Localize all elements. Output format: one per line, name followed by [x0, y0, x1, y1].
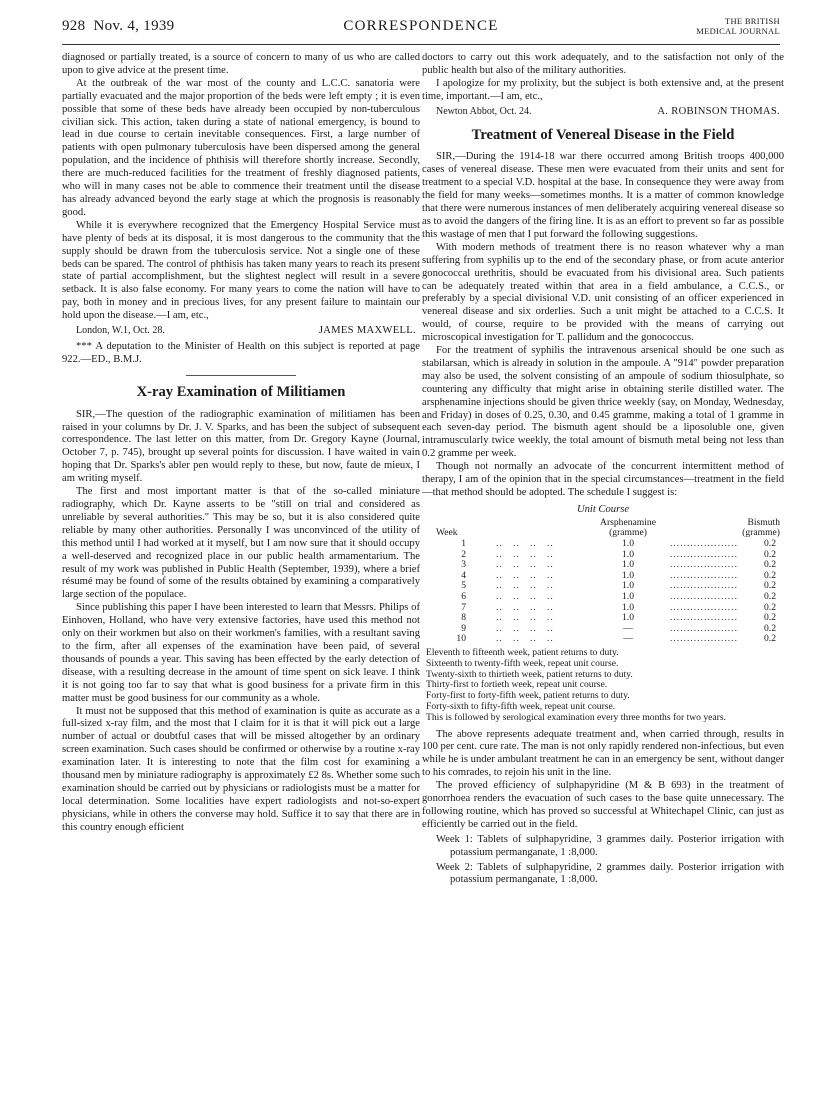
leader: .................... — [670, 548, 738, 560]
arsphenamine-cell: 1.0 — [622, 538, 634, 549]
bismuth-cell: 0.2 — [764, 633, 776, 645]
bismuth-cell: 0.2 — [764, 580, 776, 592]
leader: .................... — [670, 622, 738, 634]
bismuth-cell: 0.2 — [764, 601, 776, 613]
arsphenamine-cell: 1.0 — [622, 580, 634, 592]
article-heading: X-ray Examination of Militiamen — [136, 383, 346, 400]
week-cell: 2 — [461, 548, 466, 560]
arsphenamine-cell: 1.0 — [622, 612, 634, 624]
week-cell: 7 — [461, 601, 466, 613]
leader: .. .. .. .. — [496, 548, 554, 560]
leader: .................... — [670, 580, 738, 592]
leader: .. .. .. .. — [496, 622, 554, 634]
leader: .................... — [670, 612, 738, 624]
table-row — [422, 634, 784, 645]
arsphenamine-cell: — — [623, 622, 633, 634]
leader: .................... — [670, 559, 738, 571]
bismuth-cell: 0.2 — [764, 612, 776, 624]
editor-note: *** A deputation to the Minister of Health on this subject is reported at page 922.—ED., B.M.J. — [62, 340, 420, 365]
course-note: Sixteenth to twenty-fifth week, repeat unit course. — [426, 657, 619, 669]
paragraph: While it is everywhere recognized that the Emergency Hospital Service must have plenty of beds at its disposal, it is most dangerous to the community that the supply should be drawn from the tuberculosis service. Not a single one of these beds can be spared. The control of phthisis has taken many years to reach its present state of partial accomplishment, but the slightest neglect will result in a severe setback. It is also false economy. For many years to come the nation will have to pay, both in money and in precious lives, for any present failure to maintain our hold upon the disease.—I am, etc., — [62, 219, 420, 322]
leader: .................... — [670, 590, 738, 602]
paragraph: Though not normally an advocate of the concurrent intermittent method of therapy, I am of the opinion that in the special circumstances—treatment in the field—that method should be adopted. The schedule I suggest is: — [422, 461, 784, 498]
week-cell: 1 — [461, 538, 466, 549]
col-week: Week — [436, 527, 458, 539]
leader: .. .. .. .. — [496, 580, 554, 592]
article-heading: Treatment of Venereal Disease in the Field — [471, 126, 735, 143]
arsphenamine-cell: 1.0 — [622, 601, 634, 613]
week-cell: 9 — [461, 622, 466, 634]
arsphenamine-cell: 1.0 — [622, 590, 634, 602]
course-notes — [422, 648, 784, 724]
week-cell: 8 — [461, 612, 466, 624]
signature-name: JAMES MAXWELL. — [318, 325, 416, 337]
bismuth-cell: 0.2 — [764, 559, 776, 571]
table-row — [422, 592, 784, 603]
table-row — [422, 539, 784, 550]
paragraph: With modern methods of treatment there is no reason whatever why a man suffering from syphilis up to the end of the secondary phase, or from acute anterior gonococcal urethritis, should be evacuated from his divisional area. Such patients can be adequately treated within that area in a field ambulance, a C.C.S., or preferably by a special divisional V.D. unit consisting of an officer experienced in venereal disease and six orderlies. Such a unit might be attached to a C.C.S. It would, of course, require to be provided with the means of carrying out microscopical investigation for T. pallidum and the gonococcus. — [422, 241, 784, 344]
bismuth-cell: 0.2 — [764, 548, 776, 560]
paragraph: diagnosed or partially treated, is a source of concern to many of us who are called upon to give advice at the present time. — [62, 52, 420, 76]
course-note: This is followed by serological examination every three months for two years. — [426, 711, 726, 723]
bismuth-cell: 0.2 — [764, 622, 776, 634]
course-note: Thirty-first to fortieth week, repeat unit course. — [426, 679, 608, 691]
leader: .................... — [670, 569, 738, 581]
paragraph: SIR,—During the 1914-18 war there occurred among British troops 400,000 cases of venereal disease. These men were evacuated from their units and sent for treatment to a special V.D. hospital at the base. In consequence they were away from the field for many weeks—sometimes months. It is a matter of common knowledge that there were numerous instances of men deliberately acquiring venereal disease so as to avoid the dangers of the firing line. It is as an effort to prevent so far as possible this wastage of men that I put forward the following suggestions. — [422, 151, 784, 240]
bismuth-cell: 0.2 — [764, 569, 776, 581]
signature-name: A. ROBINSON THOMAS. — [657, 105, 780, 117]
week-1-routine: Week 1: Tablets of sulphapyridine, 3 grammes daily. Posterior irrigation with potassium permanganate, 1 :8,000. — [436, 833, 784, 858]
paragraph: The above represents adequate treatment and, when carried through, results in 100 per cent. cure rate. The man is not only rapidly rendered non-infectious, but even while he is under ambulant treatment he can in an emergency be sent, without danger to his comrades, to rejoin his unit in the line. — [422, 728, 784, 779]
col-arsphenamine: Arsphenamine (gramme) — [600, 516, 656, 539]
paragraph: At the outbreak of the war most of the county and L.C.C. sanatoria were partially evacuated and the major proportion of the beds were left empty ; it is even possible that some of these beds have already been occupied by non-tuberculous civilian sick. This action, taken during a state of national emergency, is bound to lead in due course to certain inevitable consequences. First, a large number of patients with open pulmonary tuberculosis have been dispersed among the general population, and the incidence of phthisis will therefore shortly increase. Secondly, there are much-reduced facilities for the treatment of freshly diagnosed patients, who will in many cases not be able to commence their treatment until the disease has already advanced beyond the early stage at which the prognosis is reasonably good. — [62, 77, 420, 218]
leader: .. .. .. .. — [496, 538, 554, 549]
leader: .. .. .. .. — [496, 569, 554, 581]
running-header — [62, 14, 780, 45]
course-table — [422, 518, 784, 645]
signature — [62, 325, 420, 338]
paragraph: It must not be supposed that this method of examination is quite as accurate as a full-sized x-ray film, and the most that I claim for it is that it will pick out a large number of actual or doubtful cases that will be missed altogether by an ordinary screen examination. Such cases should be confirmed or otherwise by a routine x-ray examination later. It is interesting to note that the film cost for examining a thousand men by miniature radiography is approximately £2 8s. Whether some such examination should be carried out by physicians or radiologists must be a matter for local determination. Some localities have expert radiologists and not-so-expert physicians, while in others the converse may hold. Suffice it to say that there are in this country enough efficient — [62, 705, 420, 833]
left-column — [62, 52, 420, 835]
week-cell: 5 — [461, 580, 466, 592]
issue-date: Nov. 4, 1939 — [93, 18, 175, 34]
arsphenamine-cell: 1.0 — [622, 559, 634, 571]
arsphenamine-cell: 1.0 — [622, 548, 634, 560]
course-note: Forty-sixth to fifty-fifth week, repeat unit course. — [426, 700, 616, 712]
week-2-routine: Week 2: Tablets of sulphapyridine, 2 grammes daily. Posterior irrigation with potassium permanganate, 1 :8,000. — [436, 861, 784, 886]
right-column — [422, 52, 784, 887]
arsphenamine-cell: 1.0 — [622, 569, 634, 581]
course-note: Forty-first to forty-fifth week, patient returns to duty. — [426, 690, 630, 702]
paragraph: SIR,—The question of the radiographic examination of militiamen has been raised in your columns by Dr. J. V. Sparks, and has been the subject of subsequent correspondence. The last letter on this matter, from Dr. Gregory Kayne (Journal, October 7, p. 745), brought up several points for discussion. I have waited in vain hoping that Dr. Sparks's abler pen would reply to these, but now, faute de mieux, I am writing myself. — [62, 408, 420, 485]
page-number: 928 — [62, 18, 86, 34]
week-cell: 3 — [461, 559, 466, 571]
week-cell: 4 — [461, 569, 466, 581]
section-title: CORRESPONDENCE — [343, 18, 499, 34]
bismuth-cell: 0.2 — [764, 538, 776, 549]
bismuth-cell: 0.2 — [764, 590, 776, 602]
leader: .................... — [670, 633, 738, 645]
col-bismuth: Bismuth (gramme) — [742, 516, 780, 539]
paragraph: Since publishing this paper I have been interested to learn that Messrs. Philips of Einhoven, Holland, who have very extensive factories, have used this method not only on their workmen but also on their workmen's families, with a resultant saving to the firm, after all expenses of the examination have been paid, of several thousands of pounds a year. This saving has been effected by the early detection of disease, with a resulting decrease in the amount of time spent on sick leave. I think it is not going too far to say that what is good business for a private firm in this matter must be good business for our community as a whole. — [62, 602, 420, 704]
week-cell: 10 — [456, 633, 466, 645]
week-cell: 6 — [461, 590, 466, 602]
leader: .. .. .. .. — [496, 590, 554, 602]
leader: .................... — [670, 601, 738, 613]
leader: .. .. .. .. — [496, 601, 554, 613]
course-note: Eleventh to fifteenth week, patient returns to duty. — [426, 646, 619, 658]
signature-place: London, W.1, Oct. 28. — [76, 325, 165, 337]
leader: .. .. .. .. — [496, 612, 554, 624]
leader: .. .. .. .. — [496, 633, 554, 645]
paragraph: I apologize for my prolixity, but the subject is both extensive and, at the present time, important.—I am, etc., — [422, 77, 784, 102]
paragraph: The first and most important matter is that of the so-called miniature radiography, which Dr. Kayne asserts to be "still on trial and considered as unreliable by several authorities." This may be so, but it is also considered quite reliable by many other authorities. Personally I was unconvinced of the utility of this method until I had worked at it myself, but I am now sure that it should occupy a well-deserved and recognized place in our public health armamentarium. The result of my work was published in Public Health (September, 1939), where a brief résumé may be found of some of the results obtained by examining a comparatively large section of the populace. — [62, 486, 420, 601]
paragraph: doctors to carry out this work adequately, and to the satisfaction not only of the public health but also of the military authorities. — [422, 52, 784, 76]
paragraph: For the treatment of syphilis the intravenous arsenical should be one such as stabilarsan, which is already in solution in the ampoule. A "914" powder preparation may also be used, the solvent consisting of an ampoule of sodium thiosulphate, so countering any difficulty that might arise in obtaining sterile distilled water. The arsphenamine injections should be given thrice weekly (say, on Monday, Wednesday, and Friday) in doses of 0.25, 0.30, and 0.45 gramme, making a total of 1 gramme in each seven-day period. The bismuth agent should be a liposoluble one, given intramuscularly twice weekly, the total amount of bismuth metal being not less than 0.2 gramme per week. — [422, 345, 784, 460]
course-note: Twenty-sixth to thirtieth week, patient returns to duty. — [426, 668, 633, 680]
signature — [422, 106, 784, 119]
leader: .. .. .. .. — [496, 559, 554, 571]
divider — [186, 375, 296, 376]
paragraph: The proved efficiency of sulphapyridine (M & B 693) in the treatment of gonorrhoea renders the evacuation of such cases to the base quite unnecessary. The following routine, which has proved so successful at Whitechapel Clinic, can just as efficiently be carried out in the field. — [422, 780, 784, 830]
leader: .................... — [670, 538, 738, 549]
course-title: Unit Course — [576, 503, 630, 515]
arsphenamine-cell: — — [623, 633, 633, 645]
journal-name: THE BRITISH MEDICAL JOURNAL — [696, 16, 780, 36]
signature-place: Newton Abbot, Oct. 24. — [436, 105, 532, 117]
